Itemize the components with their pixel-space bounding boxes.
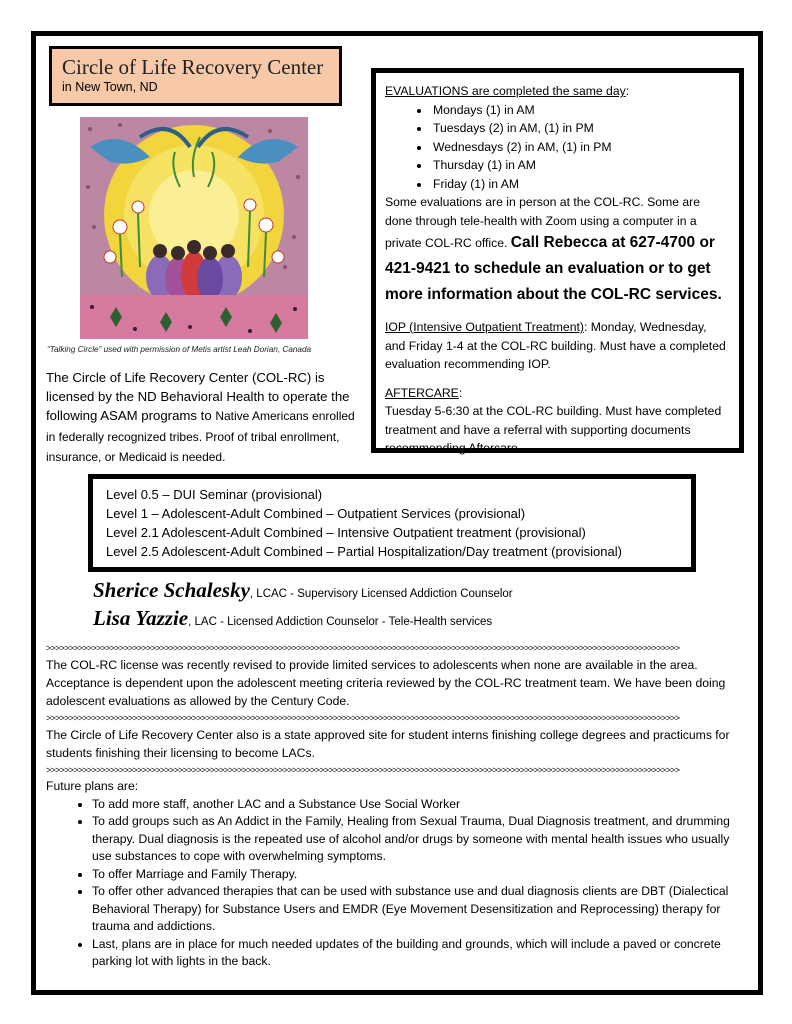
list-item: • Friday (1) in AM xyxy=(431,175,730,194)
page-subtitle: in New Town, ND xyxy=(62,80,158,94)
aftercare-section xyxy=(385,384,730,458)
adolescent-note: The COL-RC license was recently revised to provide limited services to adolescents when none are available in the area. Acceptance is dependent upon the adolescent meeting criteria reviewed by the COL-RC treatment team. We have been doing adolescent evaluations as allowed by the Century Code. xyxy=(46,658,726,708)
divider: >>>>>>>>>>>>>>>>>>>>>>>>>>>>>>>>>>>>>>>>>>>>>>>>>>>>>>>>>>>>>>>>>>>>>>>>>>>>>>>>>>>>>>>>>>>>>>>>>>>>>>>>>>>>>>>>>>>>>>>>>>>>>>>>>>>>>>>>>>> xyxy=(46,713,680,723)
list-item: • To offer Marriage and Family Therapy. xyxy=(92,866,746,884)
iop-section xyxy=(385,318,730,374)
intro-text-small: Native Americans enrolled in federally recognized tribes. Proof of tribal enrollment, insurance, or Medicaid is needed. xyxy=(46,409,355,464)
list-item: Level 0.5 – DUI Seminar (provisional) xyxy=(106,487,323,502)
talking-circle-artwork xyxy=(80,117,308,339)
list-item: • Mondays (1) in AM xyxy=(431,101,730,120)
call-to-action: Call Rebecca at 627-4700 or 421-9421 to schedule an evaluation or to get more information about the COL-RC services. xyxy=(385,234,722,303)
future-plans xyxy=(46,778,746,971)
iop-heading: IOP (Intensive Outpatient Treatment) xyxy=(385,320,584,334)
evaluations-note: Some evaluations are in person at the COL-RC. Some are done through tele-health with Zoom using a computer in a private COL-RC office. xyxy=(385,195,701,250)
divider: >>>>>>>>>>>>>>>>>>>>>>>>>>>>>>>>>>>>>>>>>>>>>>>>>>>>>>>>>>>>>>>>>>>>>>>>>>>>>>>>>>>>>>>>>>>>>>>>>>>>>>>>>>>>>>>>>>>>>>>>>>>>>>>>>>>>>>>>>>> xyxy=(46,765,680,775)
artwork-caption: “Talking Circle” used with permission of Metis artist Leah Dorian, Canada xyxy=(47,345,312,354)
future-plans-list xyxy=(46,796,746,971)
intern-note: The Circle of Life Recovery Center also is a state approved site for student interns finishing college degrees and practicums for students finishing their licensing to become LACs. xyxy=(46,728,730,760)
list-item: • Wednesdays (2) in AM, (1) in PM xyxy=(431,138,730,157)
aftercare-text: Tuesday 5-6:30 at the COL-RC building. Must have completed treatment and have a referral with supporting documents recommending Aftercare. xyxy=(385,404,722,455)
future-plans-heading: Future plans are: xyxy=(46,779,139,793)
list-item: Level 2.1 Adolescent-Adult Combined – Intensive Outpatient treatment (provisional) xyxy=(106,525,586,540)
staff-name: Lisa Yazzie xyxy=(93,606,189,630)
list-item: Level 1 – Adolescent-Adult Combined – Outpatient Services (provisional) xyxy=(106,506,526,521)
aftercare-heading-colon: : xyxy=(458,385,463,400)
header-box xyxy=(49,46,342,106)
staff-role: , LCAC - Supervisory Licensed Addiction Counselor xyxy=(249,588,513,600)
intro-text: The Circle of Life Recovery Center (COL-RC) is licensed by the ND Behavioral Health to operate the following ASAM programs to xyxy=(46,370,350,424)
asam-levels-box xyxy=(88,474,696,572)
evaluations-heading: EVALUATIONS are completed the same day xyxy=(385,84,626,98)
evaluations-box xyxy=(371,68,744,453)
list-item: Level 2.5 Adolescent-Adult Combined – Partial Hospitalization/Day treatment (provisional) xyxy=(106,544,622,559)
list-item: • To add groups such as An Addict in the Family, Healing from Sexual Trauma, Dual Diagnosis treatment, and drumming therapy. Dual diagnosis is the repeated use of alcohol and/or drugs by someone with mental health issues who usually use substances to cope with overwhelming symptoms. xyxy=(92,813,746,866)
staff-member xyxy=(93,578,513,603)
iop-text: : Monday, Wednesday, and Friday 1-4 at the COL-RC building. Must have a completed evaluation recommending IOP. xyxy=(385,320,726,371)
list-item: • Tuesdays (2) in AM, (1) in PM xyxy=(431,119,730,138)
list-item: • Last, plans are in place for much needed updates of the building and grounds, which will include a paved or concrete parking lot with lights in the back. xyxy=(92,936,746,971)
staff-name: Sherice Schalesky xyxy=(93,578,250,602)
intro-paragraph xyxy=(46,368,364,467)
list-item: • To offer other advanced therapies that can be used with substance use and dual diagnosis clients are DBT (Dialectical Behavioral Therapy) for Substance Users and EMDR (Eye Movement Desensitization and Reprocessing) therapy for trauma and addictions. xyxy=(92,883,746,936)
staff-role: , LAC - Licensed Addiction Counselor - Tele-Health services xyxy=(188,616,493,628)
aftercare-heading: AFTERCARE xyxy=(385,385,459,400)
divider: >>>>>>>>>>>>>>>>>>>>>>>>>>>>>>>>>>>>>>>>>>>>>>>>>>>>>>>>>>>>>>>>>>>>>>>>>>>>>>>>>>>>>>>>>>>>>>>>>>>>>>>>>>>>>>>>>>>>>>>>>>>>>>>>>>>>>>>>>>> xyxy=(46,643,680,653)
list-item: • To add more staff, another LAC and a Substance Use Social Worker xyxy=(92,796,746,814)
staff-member xyxy=(93,606,492,631)
evaluations-heading-colon: : xyxy=(625,84,630,98)
page-title: Circle of Life Recovery Center xyxy=(62,55,324,79)
evaluation-days-list xyxy=(385,101,730,194)
list-item: • Thursday (1) in AM xyxy=(431,156,730,175)
